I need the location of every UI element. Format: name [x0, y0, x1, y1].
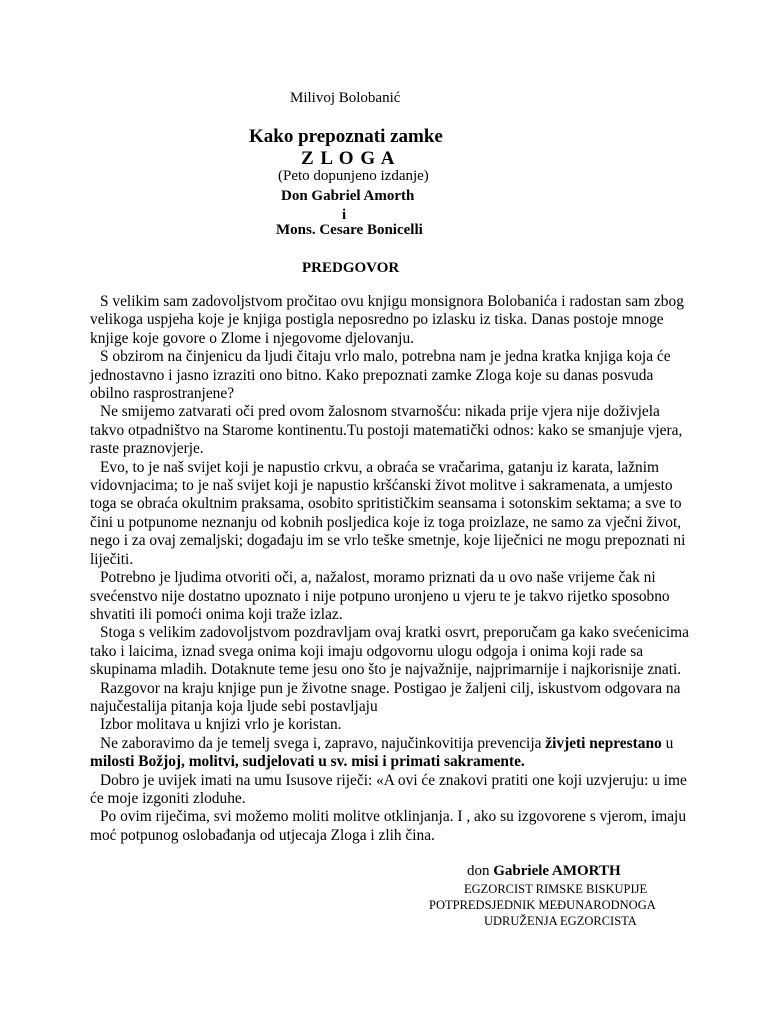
- paragraph: Izbor molitava u knjizi vrlo je koristan.: [100, 716, 342, 734]
- signature-full-name: Gabriele AMORTH: [493, 863, 621, 879]
- paragraph-emphasis: [90, 735, 690, 772]
- book-author: Milivoj Bolobanić: [290, 90, 401, 106]
- paragraph: S velikim sam zadovoljstvom pročitao ovu knjigu monsignora Bolobanića i radostan sam zbog velikoga uspjeha koje je knjiga postigla neposredno po izlasku iz tiska. Danas postoje mnoge knjige koje govore o Zlome i njegovome djelovanju.: [90, 293, 684, 347]
- emphasis-text: živjeti neprestano: [545, 734, 662, 752]
- paragraph: Razgovor na kraju knjige pun je životne snage. Postigao je žaljeni cilj, iskustvom odgovara na najučestalija pitanja koja ljude sebi postavljaju: [90, 679, 681, 715]
- emphasis-text: milosti Božjoj, molitvi, sudjelovati u sv. misi i primati sakramente.: [90, 753, 525, 771]
- coauthor-conjunction: i: [342, 207, 347, 223]
- paragraph: S obzirom na činjenicu da ljudi čitaju vrlo malo, potrebna nam je jedna kratka knjiga koja će jednostavno i jasno izraziti ono bitno. Kako prepoznati zamke Zloga koje su danas posvuda obilno rasprostranjene?: [90, 348, 671, 403]
- paragraph: Stoga s velikim zadovoljstvom pozdravljam ovaj kratki osvrt, preporučam ga kako svećenicima tako i laicima, iznad svega onima koji imaju odgovornu ulogu odgoja i onima koji rade sa skupinama mladih. Dotaknute teme jesu ono što je najvažnije, najprimarnije i najkorisnije znati.: [90, 624, 689, 679]
- paragraph: Dobro je uvijek imati na umu Isusove riječi: «A ovi će znakovi pratiti one koji uzvjeruju: u ime će moje izgoniti zloduhe.: [90, 771, 687, 807]
- paragraph: Ne smijemo zatvarati oči pred ovom žalosnom stvarnošću: nikada prije vjera nije doživjela takvo otpadništvo na Starome kontinentu.Tu postoji matematički odnos: kako se smanjuje vjera, raste praznovjerje.: [90, 403, 683, 458]
- foreword-body: [90, 293, 690, 845]
- book-title-line2: Z L O G A: [301, 148, 396, 169]
- edition-note: (Peto dopunjeno izdanje): [278, 168, 429, 184]
- paragraph-text: Ne zaboravimo da je temelj svega i, zapravo, najučinkovitija prevencija: [100, 734, 546, 752]
- signature-name: [467, 863, 621, 880]
- signature-title-3: UDRUŽENJA EGZORCISTA: [484, 914, 637, 928]
- signature-title-2: POTPREDSJEDNIK MEĐUNARODNOGA: [429, 898, 656, 912]
- signature-title-1: EGZORCIST RIMSKE BISKUPIJE: [464, 882, 648, 896]
- paragraph: Potrebno je ljudima otvoriti oči, a, nažalost, moramo priznati da u ovo naše vrijeme čak ni svećenstvo nije dostatno upoznato i nije potpuno uronjeno u vjeru te je takvo rijetko sposobno shvatiti ili pomoći onima koji traže izlaz.: [90, 569, 670, 623]
- section-title: PREDGOVOR: [302, 260, 400, 276]
- coauthor-1: Don Gabriel Amorth: [281, 188, 415, 204]
- book-title-line1: Kako prepoznati zamke: [249, 126, 443, 147]
- paragraph-text: u: [661, 734, 674, 752]
- paragraph: Evo, to je naš svijet koji je napustio crkvu, a obraća se vračarima, gatanju iz karata, lažnim vidovnjacima; to je naš svijet koji je napustio kršćanski život molitve i sakramenata, a umjesto toga se obraća okultnim praksama, osobito spritističkim seansama i sotonskim sektama; a sve to čini u potpunome neznanju od kobnih posljedica koje iz toga proizlaze, ne samo za vječni život, nego i za ovaj zemaljski; događaju im se vrlo teške smetnje, koje liječnici ne mogu prepoznati ni liječiti.: [90, 458, 686, 568]
- signature-prefix: don: [467, 863, 494, 879]
- coauthor-2: Mons. Cesare Bonicelli: [276, 222, 423, 238]
- paragraph: Po ovim riječima, svi možemo moliti molitve otklinjanja. I , ako su izgovorene s vjerom, imaju moć potpunog oslobađanja od utjecaja Zloga i zlih čina.: [90, 808, 687, 844]
